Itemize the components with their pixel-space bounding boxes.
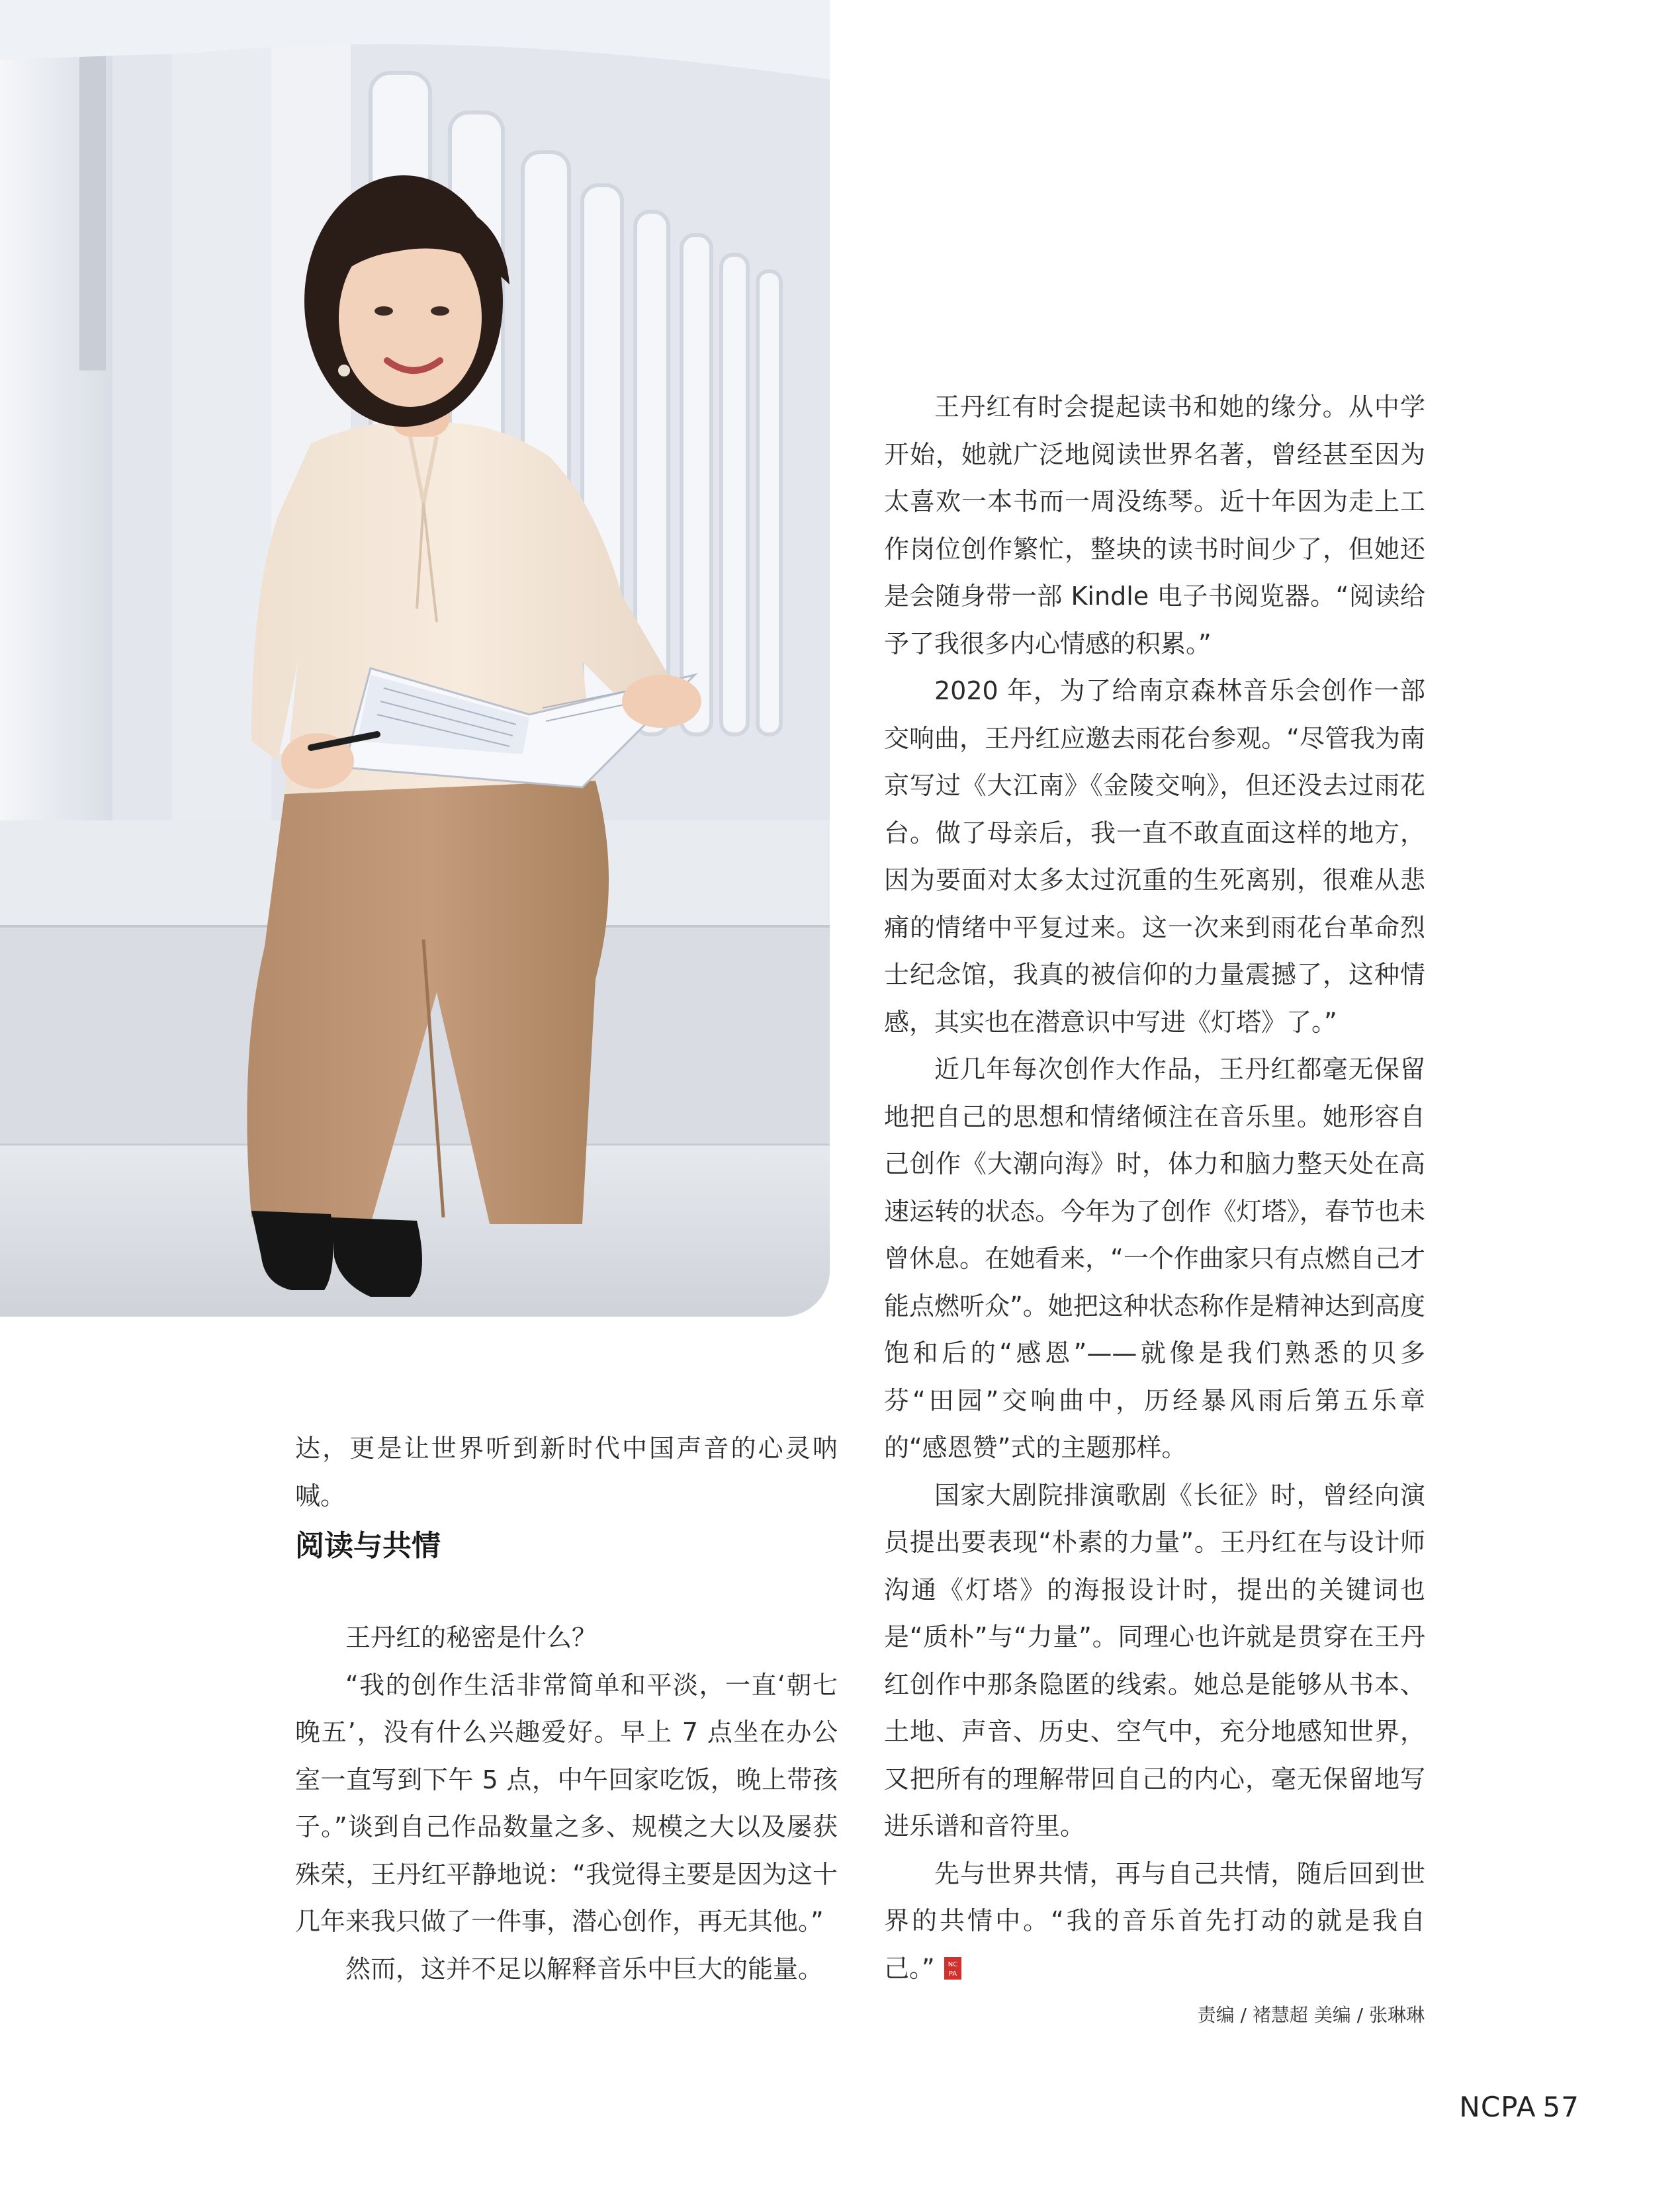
svg-text:PA: PA bbox=[948, 1970, 957, 1978]
page-number: 57 bbox=[1542, 2091, 1579, 2123]
portrait-photo bbox=[0, 0, 830, 1317]
portrait-illustration bbox=[0, 0, 830, 1317]
paragraph: 王丹红有时会提起读书和她的缘分。从中学开始，她就广泛地阅读世界名著，曾经甚至因为太喜欢一本书而一周没练琴。近十年因为走上工作岗位创作繁忙，整块的读书时间少了，但她还是会随身带一部 Kindle 电子书阅览器。“阅读给予了我很多内心情感的积累。” bbox=[884, 392, 1425, 658]
paragraph-last bbox=[884, 1851, 1425, 1993]
paragraph: “我的创作生活非常简单和平淡，一直‘朝七晚五’，没有什么兴趣爱好。早上 7 点坐在办公室一直写到下午 5 点，中午回家吃饭，晚上带孩子。”谈到自己作品数量之多、规模之大以及屡获殊荣，王丹红平静地说：“我觉得主要是因为这十几年来我只做了一件事，潜心创作，再无其他。” bbox=[295, 1670, 838, 1936]
ncpa-end-mark-icon bbox=[944, 1957, 961, 1980]
paragraph: 2020 年，为了给南京森林音乐会创作一部交响曲，王丹红应邀去雨花台参观。“尽管我为南京写过《大江南》《金陵交响》，但还没去过雨花台。做了母亲后，我一直不敢直面这样的地方，因为要面对太多太过沉重的生死离别，很难从悲痛的情绪中平复过来。这一次来到雨花台革命烈士纪念馆，我真的被信仰的力量震撼了，这种情感，其实也在潜意识中写进《灯塔》了。” bbox=[884, 676, 1425, 1037]
editor-credits: 责编 / 褚慧超 美编 / 张琳琳 bbox=[1197, 2004, 1425, 2026]
svg-text:NC: NC bbox=[948, 1960, 957, 1968]
paragraph: 达，更是让世界听到新时代中国声音的心灵呐喊。 bbox=[295, 1434, 838, 1510]
left-text-column bbox=[295, 1425, 838, 1520]
left-text-column-body bbox=[295, 1614, 838, 1993]
section-heading: 阅读与共情 bbox=[295, 1529, 441, 1563]
magazine-name: NCPA bbox=[1459, 2091, 1536, 2123]
paragraph: 国家大剧院排演歌剧《长征》时，曾经向演员提出要表现“朴素的力量”。王丹红在与设计师沟通《灯塔》的海报设计时，提出的关键词也是“质朴”与“力量”。同理心也许就是贯穿在王丹红创作中那条隐匿的线索。她总是能够从书本、土地、声音、历史、空气中，充分地感知世界，又把所有的理解带回自己的内心，毫无保留地写进乐谱和音符里。 bbox=[884, 1480, 1425, 1841]
paragraph-last-text: 先与世界共情，再与自己共情，随后回到世界的共情中。“我的音乐首先打动的就是我自己。” bbox=[884, 1859, 1425, 1983]
paragraph: 然而，这并不足以解释音乐中巨大的能量。 bbox=[345, 1954, 824, 1984]
right-text-column bbox=[884, 384, 1425, 1992]
page-folio bbox=[1459, 2091, 1579, 2123]
paragraph: 近几年每次创作大作品，王丹红都毫无保留地把自己的思想和情绪倾注在音乐里。她形容自己创作《大潮向海》时，体力和脑力整天处在高速运转的状态。今年为了创作《灯塔》，春节也未曾休息。在她看来，“一个作曲家只有点燃自己才能点燃听众”。她把这种状态称作是精神达到高度饱和后的“感恩”——就像是我们熟悉的贝多芬“田园”交响曲中，历经暴风雨后第五乐章的“感恩赞”式的主题那样。 bbox=[884, 1055, 1425, 1462]
paragraph: 王丹红的秘密是什么？ bbox=[345, 1623, 597, 1652]
